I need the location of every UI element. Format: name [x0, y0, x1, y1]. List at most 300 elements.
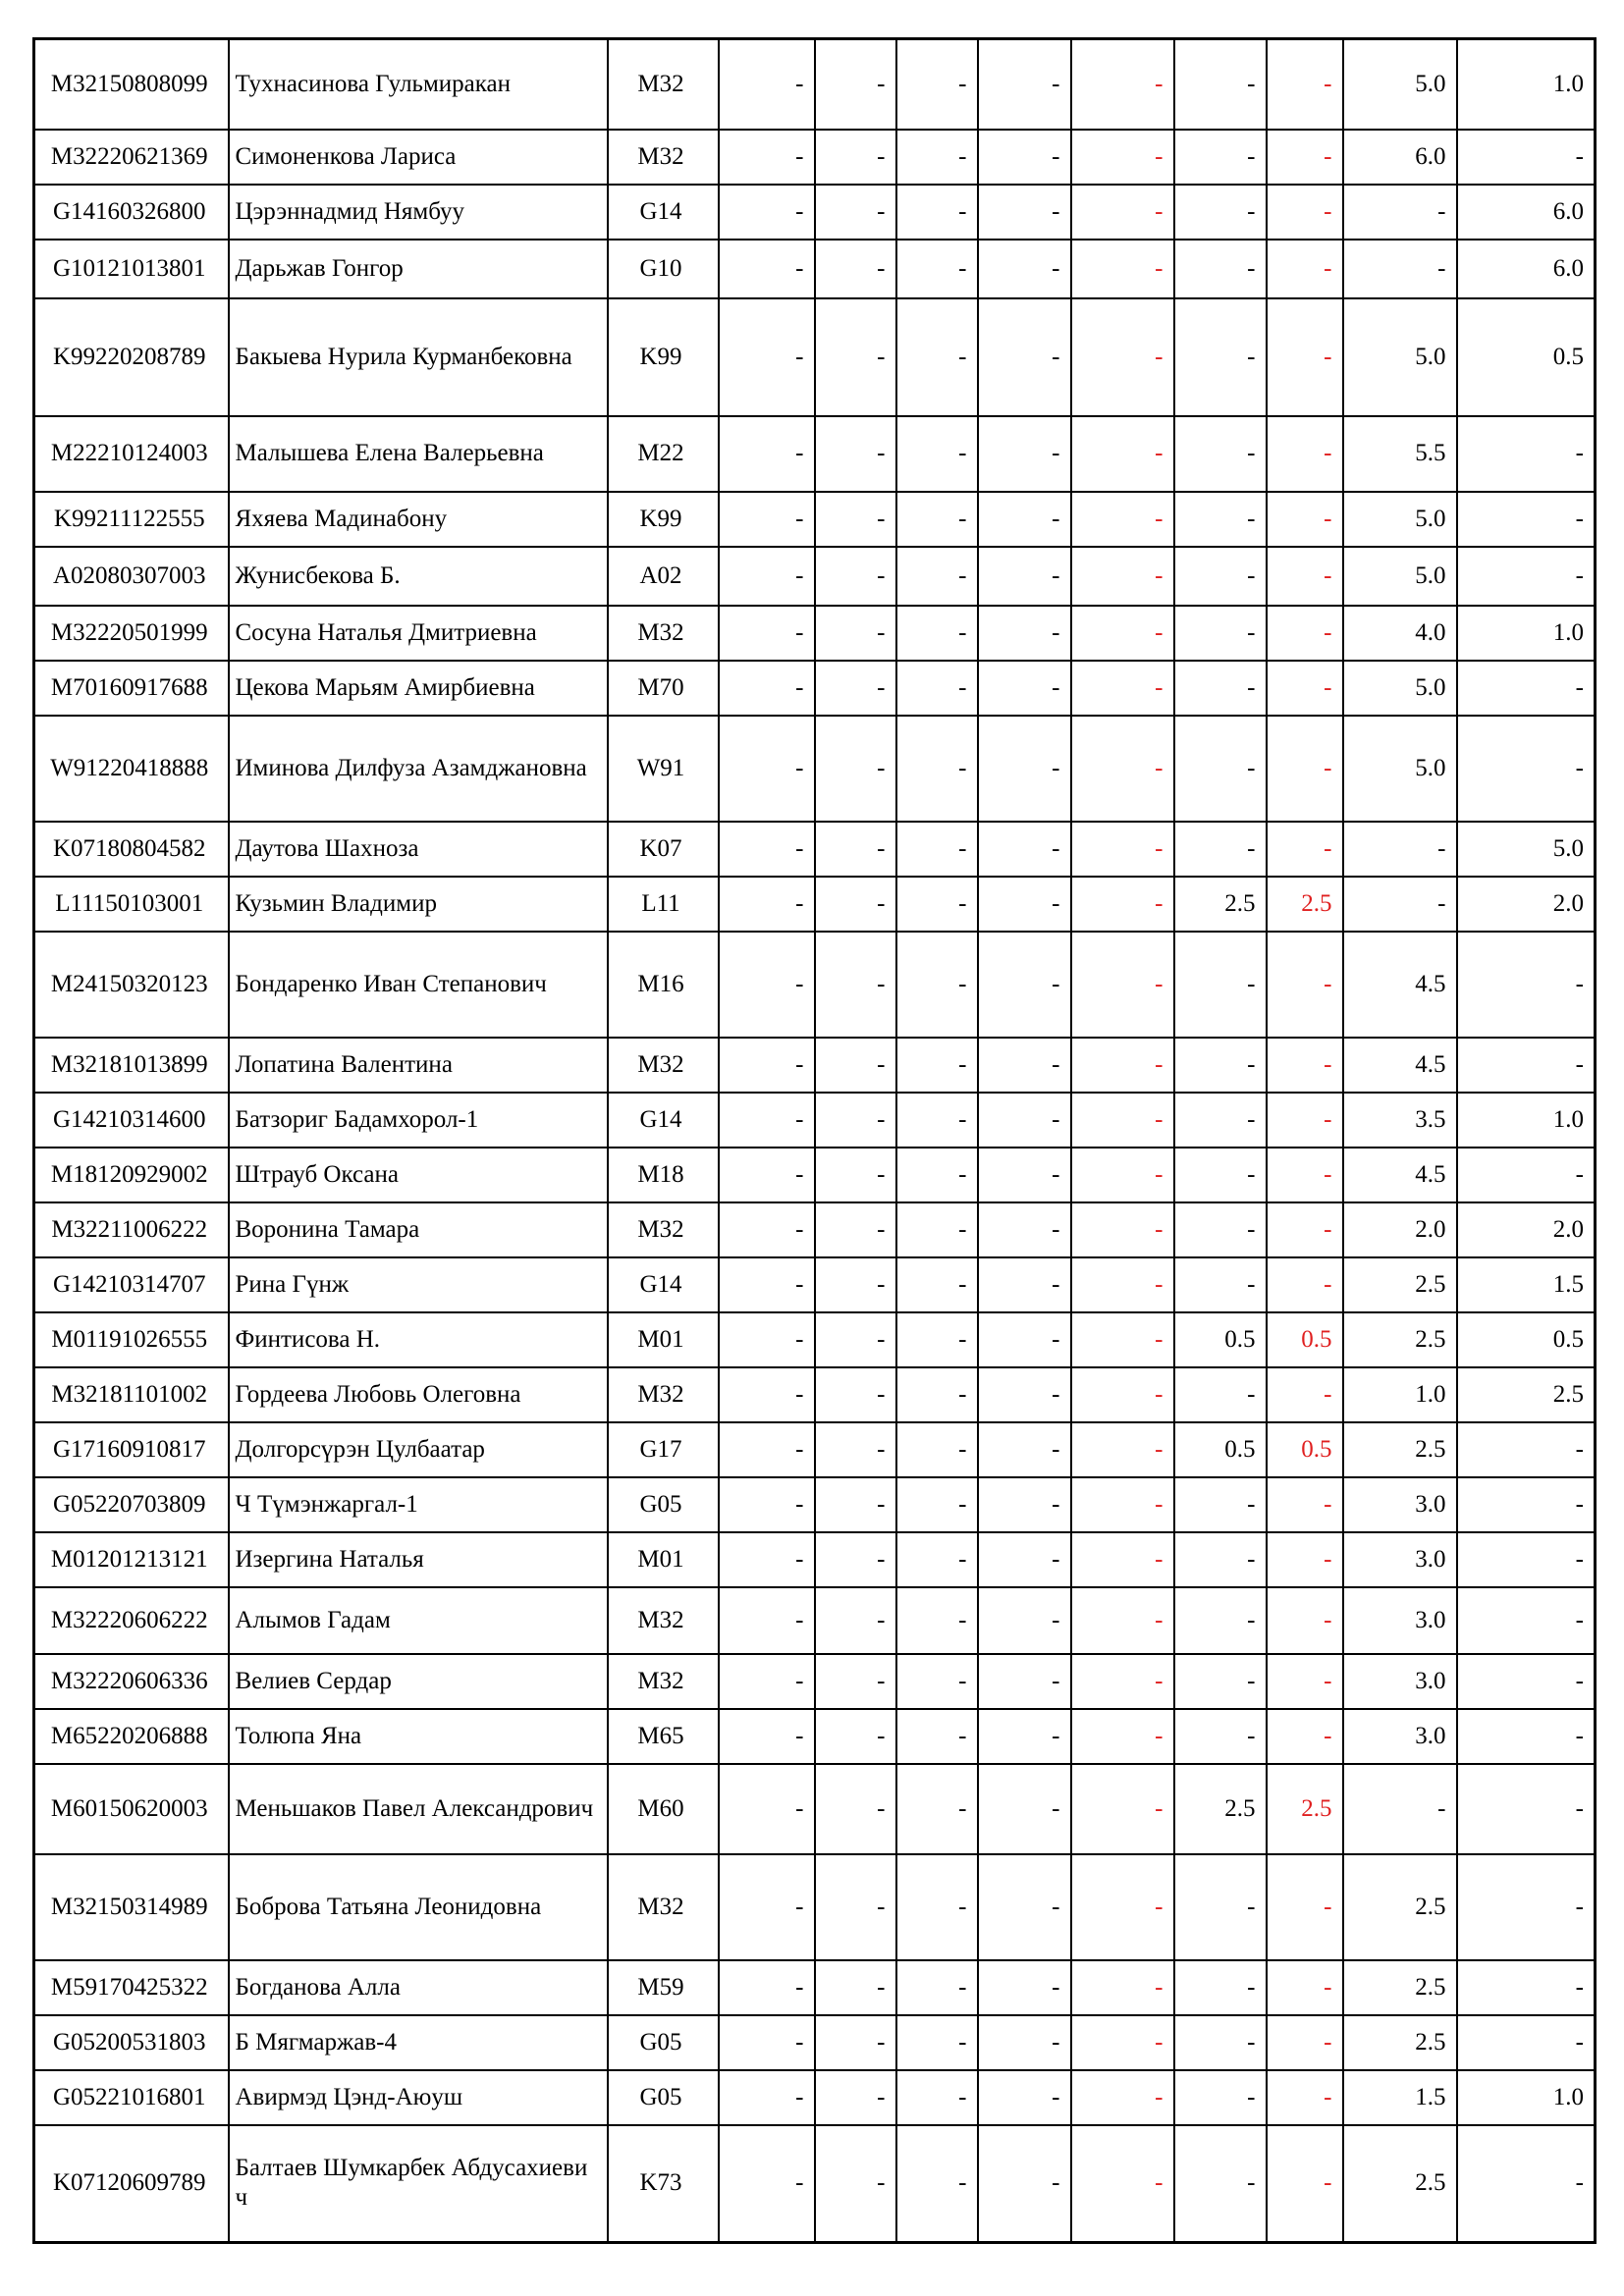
participant-name-cell: Батзориг Бадамхорол-1	[229, 1093, 608, 1148]
score-cell-7: -	[1267, 1477, 1343, 1532]
score-cell-2: -	[815, 492, 896, 547]
region-code-cell: G05	[608, 1477, 719, 1532]
score-cell-9: 6.0	[1457, 185, 1596, 240]
participant-id-cell: M32220621369	[34, 130, 229, 185]
participant-id-cell: M59170425322	[34, 1960, 229, 2015]
score-cell-8: 2.5	[1343, 1854, 1457, 1960]
score-cell-5: -	[1071, 1093, 1174, 1148]
score-cell-5: -	[1071, 1960, 1174, 2015]
score-cell-7: -	[1267, 1093, 1343, 1148]
table-row	[34, 716, 1596, 822]
score-cell-9: -	[1457, 1960, 1596, 2015]
score-cell-7: -	[1267, 606, 1343, 661]
score-cell-7: 0.5	[1267, 1312, 1343, 1367]
score-cell-5: -	[1071, 1422, 1174, 1477]
score-cell-2: -	[815, 1477, 896, 1532]
score-cell-5: -	[1071, 1367, 1174, 1422]
score-cell-5: -	[1071, 547, 1174, 606]
score-cell-7: -	[1267, 716, 1343, 822]
score-cell-1: -	[719, 1587, 815, 1654]
score-cell-5: -	[1071, 298, 1174, 416]
participant-id-cell: M32181101002	[34, 1367, 229, 1422]
table-row	[34, 416, 1596, 492]
score-cell-3: -	[896, 1477, 978, 1532]
score-cell-3: -	[896, 492, 978, 547]
score-cell-7: -	[1267, 1202, 1343, 1257]
participant-name-cell: Толюпа Яна	[229, 1709, 608, 1764]
score-cell-4: -	[978, 1532, 1071, 1587]
score-cell-7: -	[1267, 1532, 1343, 1587]
score-cell-6: -	[1174, 606, 1267, 661]
region-code-cell: M32	[608, 130, 719, 185]
participant-name-cell: Изергина Наталья	[229, 1532, 608, 1587]
score-cell-9: 2.0	[1457, 877, 1596, 932]
score-cell-6: 2.5	[1174, 1764, 1267, 1854]
region-code-cell: M22	[608, 416, 719, 492]
participant-name-cell: Цэрэннадмид Нямбуу	[229, 185, 608, 240]
participant-id-cell: M32220501999	[34, 606, 229, 661]
score-cell-1: -	[719, 298, 815, 416]
score-cell-5: -	[1071, 1257, 1174, 1312]
participant-name-cell: Боброва Татьяна Леонидовна	[229, 1854, 608, 1960]
score-cell-9: -	[1457, 492, 1596, 547]
table-body	[34, 39, 1596, 2243]
score-cell-7: -	[1267, 2070, 1343, 2125]
region-code-cell: M32	[608, 1654, 719, 1709]
score-cell-4: -	[978, 1038, 1071, 1093]
region-code-cell: G14	[608, 1257, 719, 1312]
region-code-cell: A02	[608, 547, 719, 606]
region-code-cell: M32	[608, 1202, 719, 1257]
participant-name-cell: Алымов Гадам	[229, 1587, 608, 1654]
score-cell-6: -	[1174, 1477, 1267, 1532]
score-cell-1: -	[719, 1654, 815, 1709]
table-row	[34, 185, 1596, 240]
score-cell-1: -	[719, 661, 815, 716]
score-cell-2: -	[815, 39, 896, 130]
score-cell-5: -	[1071, 1709, 1174, 1764]
table-row	[34, 1960, 1596, 2015]
score-cell-5: -	[1071, 1854, 1174, 1960]
score-cell-4: -	[978, 1367, 1071, 1422]
score-cell-2: -	[815, 1148, 896, 1202]
score-cell-8: 4.0	[1343, 606, 1457, 661]
score-cell-5: -	[1071, 1202, 1174, 1257]
participant-name-cell: Воронина Тамара	[229, 1202, 608, 1257]
score-cell-6: -	[1174, 492, 1267, 547]
region-code-cell: M32	[608, 39, 719, 130]
score-cell-1: -	[719, 1764, 815, 1854]
score-cell-3: -	[896, 547, 978, 606]
region-code-cell: M32	[608, 606, 719, 661]
results-table	[32, 37, 1597, 2244]
score-cell-6: -	[1174, 416, 1267, 492]
score-cell-8: 4.5	[1343, 932, 1457, 1038]
score-cell-2: -	[815, 2125, 896, 2243]
score-cell-9: 0.5	[1457, 298, 1596, 416]
region-code-cell: M60	[608, 1764, 719, 1854]
score-cell-6: -	[1174, 298, 1267, 416]
score-cell-8: 3.0	[1343, 1532, 1457, 1587]
score-cell-8: 5.0	[1343, 661, 1457, 716]
participant-name-cell: Кузьмин Владимир	[229, 877, 608, 932]
score-cell-2: -	[815, 298, 896, 416]
region-code-cell: M32	[608, 1367, 719, 1422]
score-cell-4: -	[978, 1764, 1071, 1854]
score-cell-1: -	[719, 932, 815, 1038]
score-cell-2: -	[815, 2070, 896, 2125]
score-cell-4: -	[978, 1312, 1071, 1367]
score-cell-1: -	[719, 2070, 815, 2125]
table-row	[34, 2015, 1596, 2070]
score-cell-4: -	[978, 877, 1071, 932]
score-cell-9: 1.0	[1457, 1093, 1596, 1148]
score-cell-1: -	[719, 547, 815, 606]
score-cell-2: -	[815, 606, 896, 661]
score-cell-3: -	[896, 39, 978, 130]
score-cell-7: -	[1267, 822, 1343, 877]
score-cell-6: -	[1174, 2015, 1267, 2070]
region-code-cell: G05	[608, 2070, 719, 2125]
score-cell-9: -	[1457, 416, 1596, 492]
table-row	[34, 1148, 1596, 1202]
region-code-cell: M01	[608, 1312, 719, 1367]
participant-id-cell: M32211006222	[34, 1202, 229, 1257]
score-cell-8: 2.5	[1343, 1422, 1457, 1477]
score-cell-4: -	[978, 716, 1071, 822]
region-code-cell: K99	[608, 298, 719, 416]
score-cell-9: -	[1457, 1764, 1596, 1854]
table-row	[34, 1422, 1596, 1477]
score-cell-8: 3.0	[1343, 1654, 1457, 1709]
score-cell-9: -	[1457, 1422, 1596, 1477]
participant-id-cell: G14210314600	[34, 1093, 229, 1148]
score-cell-8: 4.5	[1343, 1038, 1457, 1093]
score-cell-3: -	[896, 1422, 978, 1477]
score-cell-5: -	[1071, 130, 1174, 185]
score-cell-7: -	[1267, 130, 1343, 185]
score-cell-8: 2.5	[1343, 1257, 1457, 1312]
score-cell-6: -	[1174, 1148, 1267, 1202]
score-cell-8: 2.5	[1343, 2015, 1457, 2070]
score-cell-8: 3.0	[1343, 1587, 1457, 1654]
score-cell-3: -	[896, 240, 978, 298]
participant-name-cell: Цекова Марьям Амирбиевна	[229, 661, 608, 716]
region-code-cell: M01	[608, 1532, 719, 1587]
score-cell-3: -	[896, 1654, 978, 1709]
region-code-cell: G14	[608, 1093, 719, 1148]
score-cell-7: 0.5	[1267, 1422, 1343, 1477]
score-cell-3: -	[896, 1202, 978, 1257]
score-cell-2: -	[815, 130, 896, 185]
region-code-cell: G14	[608, 185, 719, 240]
region-code-cell: M32	[608, 1854, 719, 1960]
score-cell-2: -	[815, 2015, 896, 2070]
score-cell-6: 0.5	[1174, 1422, 1267, 1477]
score-cell-3: -	[896, 2070, 978, 2125]
score-cell-6: -	[1174, 2125, 1267, 2243]
score-cell-5: -	[1071, 2070, 1174, 2125]
participant-name-cell: Б Мягмаржав-4	[229, 2015, 608, 2070]
score-cell-5: -	[1071, 606, 1174, 661]
score-cell-2: -	[815, 1764, 896, 1854]
participant-id-cell: K99220208789	[34, 298, 229, 416]
score-cell-7: -	[1267, 1038, 1343, 1093]
participant-id-cell: M70160917688	[34, 661, 229, 716]
participant-name-cell: Ч Түмэнжаргал-1	[229, 1477, 608, 1532]
score-cell-2: -	[815, 240, 896, 298]
participant-id-cell: M24150320123	[34, 932, 229, 1038]
table-row	[34, 1654, 1596, 1709]
region-code-cell: G10	[608, 240, 719, 298]
score-cell-2: -	[815, 1854, 896, 1960]
score-cell-1: -	[719, 130, 815, 185]
participant-id-cell: M32181013899	[34, 1038, 229, 1093]
score-cell-3: -	[896, 1257, 978, 1312]
score-cell-8: 5.0	[1343, 39, 1457, 130]
score-cell-6: -	[1174, 185, 1267, 240]
score-cell-5: -	[1071, 1532, 1174, 1587]
score-cell-8: 5.0	[1343, 492, 1457, 547]
score-cell-8: 5.0	[1343, 298, 1457, 416]
region-code-cell: M16	[608, 932, 719, 1038]
score-cell-4: -	[978, 492, 1071, 547]
score-cell-8: 5.5	[1343, 416, 1457, 492]
score-cell-3: -	[896, 716, 978, 822]
score-cell-6: -	[1174, 1093, 1267, 1148]
score-cell-7: -	[1267, 1654, 1343, 1709]
score-cell-2: -	[815, 1312, 896, 1367]
score-cell-1: -	[719, 1422, 815, 1477]
participant-id-cell: M32220606222	[34, 1587, 229, 1654]
score-cell-5: -	[1071, 1654, 1174, 1709]
score-cell-1: -	[719, 185, 815, 240]
participant-name-cell: Лопатина Валентина	[229, 1038, 608, 1093]
score-cell-2: -	[815, 1202, 896, 1257]
region-code-cell: K07	[608, 822, 719, 877]
score-cell-9: -	[1457, 1477, 1596, 1532]
score-cell-2: -	[815, 1960, 896, 2015]
score-cell-3: -	[896, 932, 978, 1038]
score-cell-4: -	[978, 1202, 1071, 1257]
score-cell-5: -	[1071, 1587, 1174, 1654]
score-cell-1: -	[719, 2125, 815, 2243]
score-cell-4: -	[978, 240, 1071, 298]
score-cell-9: -	[1457, 1587, 1596, 1654]
participant-id-cell: G10121013801	[34, 240, 229, 298]
score-cell-6: -	[1174, 661, 1267, 716]
score-cell-5: -	[1071, 1038, 1174, 1093]
score-cell-8: 3.0	[1343, 1709, 1457, 1764]
score-cell-6: -	[1174, 130, 1267, 185]
score-cell-6: -	[1174, 547, 1267, 606]
score-cell-8: -	[1343, 822, 1457, 877]
score-cell-6: -	[1174, 1532, 1267, 1587]
score-cell-4: -	[978, 547, 1071, 606]
participant-id-cell: M32150314989	[34, 1854, 229, 1960]
score-cell-4: -	[978, 1422, 1071, 1477]
score-cell-3: -	[896, 1093, 978, 1148]
score-cell-4: -	[978, 39, 1071, 130]
score-cell-8: 2.5	[1343, 1960, 1457, 2015]
participant-id-cell: A02080307003	[34, 547, 229, 606]
region-code-cell: M32	[608, 1587, 719, 1654]
score-cell-1: -	[719, 1312, 815, 1367]
score-cell-5: -	[1071, 822, 1174, 877]
region-code-cell: M59	[608, 1960, 719, 2015]
score-cell-1: -	[719, 492, 815, 547]
participant-name-cell: Бакыева Нурила Курманбековна	[229, 298, 608, 416]
participant-id-cell: M01201213121	[34, 1532, 229, 1587]
participant-id-cell: G17160910817	[34, 1422, 229, 1477]
participant-id-cell: G05200531803	[34, 2015, 229, 2070]
score-cell-4: -	[978, 1854, 1071, 1960]
score-cell-4: -	[978, 130, 1071, 185]
score-cell-9: -	[1457, 547, 1596, 606]
score-cell-9: -	[1457, 716, 1596, 822]
score-cell-3: -	[896, 130, 978, 185]
score-cell-2: -	[815, 416, 896, 492]
score-cell-5: -	[1071, 240, 1174, 298]
score-cell-4: -	[978, 2070, 1071, 2125]
score-cell-6: -	[1174, 1709, 1267, 1764]
table-row	[34, 240, 1596, 298]
score-cell-3: -	[896, 1038, 978, 1093]
score-cell-3: -	[896, 1367, 978, 1422]
score-cell-6: -	[1174, 1854, 1267, 1960]
score-cell-4: -	[978, 2125, 1071, 2243]
participant-id-cell: G14210314707	[34, 1257, 229, 1312]
score-cell-7: -	[1267, 492, 1343, 547]
score-cell-7: -	[1267, 1960, 1343, 2015]
participant-name-cell: Тухнасинова Гульмиракан	[229, 39, 608, 130]
score-cell-6: -	[1174, 2070, 1267, 2125]
score-cell-3: -	[896, 822, 978, 877]
score-cell-9: 0.5	[1457, 1312, 1596, 1367]
participant-name-cell: Гордеева Любовь Олеговна	[229, 1367, 608, 1422]
score-cell-5: -	[1071, 877, 1174, 932]
participant-name-cell: Иминова Дилфуза Азамджановна	[229, 716, 608, 822]
participant-name-cell: Бондаренко Иван Степанович	[229, 932, 608, 1038]
score-cell-8: 6.0	[1343, 130, 1457, 185]
score-cell-1: -	[719, 1532, 815, 1587]
score-cell-9: 1.0	[1457, 2070, 1596, 2125]
score-cell-4: -	[978, 1093, 1071, 1148]
score-cell-8: 2.0	[1343, 1202, 1457, 1257]
score-cell-2: -	[815, 1654, 896, 1709]
table-row	[34, 1532, 1596, 1587]
score-cell-7: -	[1267, 1854, 1343, 1960]
score-cell-3: -	[896, 1587, 978, 1654]
table-row	[34, 547, 1596, 606]
score-cell-2: -	[815, 185, 896, 240]
score-cell-1: -	[719, 1477, 815, 1532]
score-cell-9: 2.0	[1457, 1202, 1596, 1257]
score-cell-3: -	[896, 2125, 978, 2243]
table-row	[34, 932, 1596, 1038]
score-cell-4: -	[978, 1960, 1071, 2015]
table-row	[34, 298, 1596, 416]
table-row	[34, 877, 1596, 932]
score-cell-9: -	[1457, 1038, 1596, 1093]
score-cell-2: -	[815, 661, 896, 716]
score-cell-7: -	[1267, 932, 1343, 1038]
participant-id-cell: M01191026555	[34, 1312, 229, 1367]
table-row	[34, 1709, 1596, 1764]
score-cell-9: -	[1457, 2125, 1596, 2243]
score-cell-5: -	[1071, 185, 1174, 240]
score-cell-1: -	[719, 877, 815, 932]
table-row	[34, 1764, 1596, 1854]
score-cell-4: -	[978, 606, 1071, 661]
score-cell-2: -	[815, 1257, 896, 1312]
score-cell-8: 3.0	[1343, 1477, 1457, 1532]
region-code-cell: W91	[608, 716, 719, 822]
score-cell-9: -	[1457, 661, 1596, 716]
participant-id-cell: M60150620003	[34, 1764, 229, 1854]
score-cell-8: -	[1343, 877, 1457, 932]
score-cell-8: -	[1343, 1764, 1457, 1854]
score-cell-5: -	[1071, 2015, 1174, 2070]
score-cell-2: -	[815, 822, 896, 877]
participant-name-cell: Жунисбекова Б.	[229, 547, 608, 606]
score-cell-4: -	[978, 2015, 1071, 2070]
score-cell-6: -	[1174, 1202, 1267, 1257]
score-cell-1: -	[719, 2015, 815, 2070]
score-cell-1: -	[719, 1093, 815, 1148]
table-row	[34, 1202, 1596, 1257]
participant-name-cell: Финтисова Н.	[229, 1312, 608, 1367]
score-cell-5: -	[1071, 39, 1174, 130]
table-row	[34, 1257, 1596, 1312]
participant-name-cell: Штрауб Оксана	[229, 1148, 608, 1202]
score-cell-9: 1.0	[1457, 606, 1596, 661]
document-page	[32, 37, 1596, 2244]
table-row	[34, 492, 1596, 547]
score-cell-6: -	[1174, 932, 1267, 1038]
score-cell-2: -	[815, 877, 896, 932]
score-cell-8: 5.0	[1343, 716, 1457, 822]
score-cell-1: -	[719, 39, 815, 130]
score-cell-7: 2.5	[1267, 1764, 1343, 1854]
score-cell-7: -	[1267, 547, 1343, 606]
score-cell-9: -	[1457, 932, 1596, 1038]
score-cell-9: -	[1457, 130, 1596, 185]
score-cell-8: 3.5	[1343, 1093, 1457, 1148]
score-cell-9: -	[1457, 1148, 1596, 1202]
table-row	[34, 1093, 1596, 1148]
region-code-cell: M32	[608, 1038, 719, 1093]
score-cell-8: -	[1343, 240, 1457, 298]
score-cell-6: -	[1174, 1960, 1267, 2015]
participant-id-cell: K07120609789	[34, 2125, 229, 2243]
score-cell-5: -	[1071, 1477, 1174, 1532]
region-code-cell: K99	[608, 492, 719, 547]
table-row	[34, 39, 1596, 130]
score-cell-9: 6.0	[1457, 240, 1596, 298]
score-cell-5: -	[1071, 716, 1174, 822]
score-cell-7: -	[1267, 2015, 1343, 2070]
region-code-cell: M18	[608, 1148, 719, 1202]
score-cell-5: -	[1071, 492, 1174, 547]
participant-name-cell: Симоненкова Лариса	[229, 130, 608, 185]
score-cell-4: -	[978, 185, 1071, 240]
score-cell-1: -	[719, 1257, 815, 1312]
score-cell-2: -	[815, 1532, 896, 1587]
table-row	[34, 1038, 1596, 1093]
score-cell-3: -	[896, 606, 978, 661]
table-row	[34, 1854, 1596, 1960]
